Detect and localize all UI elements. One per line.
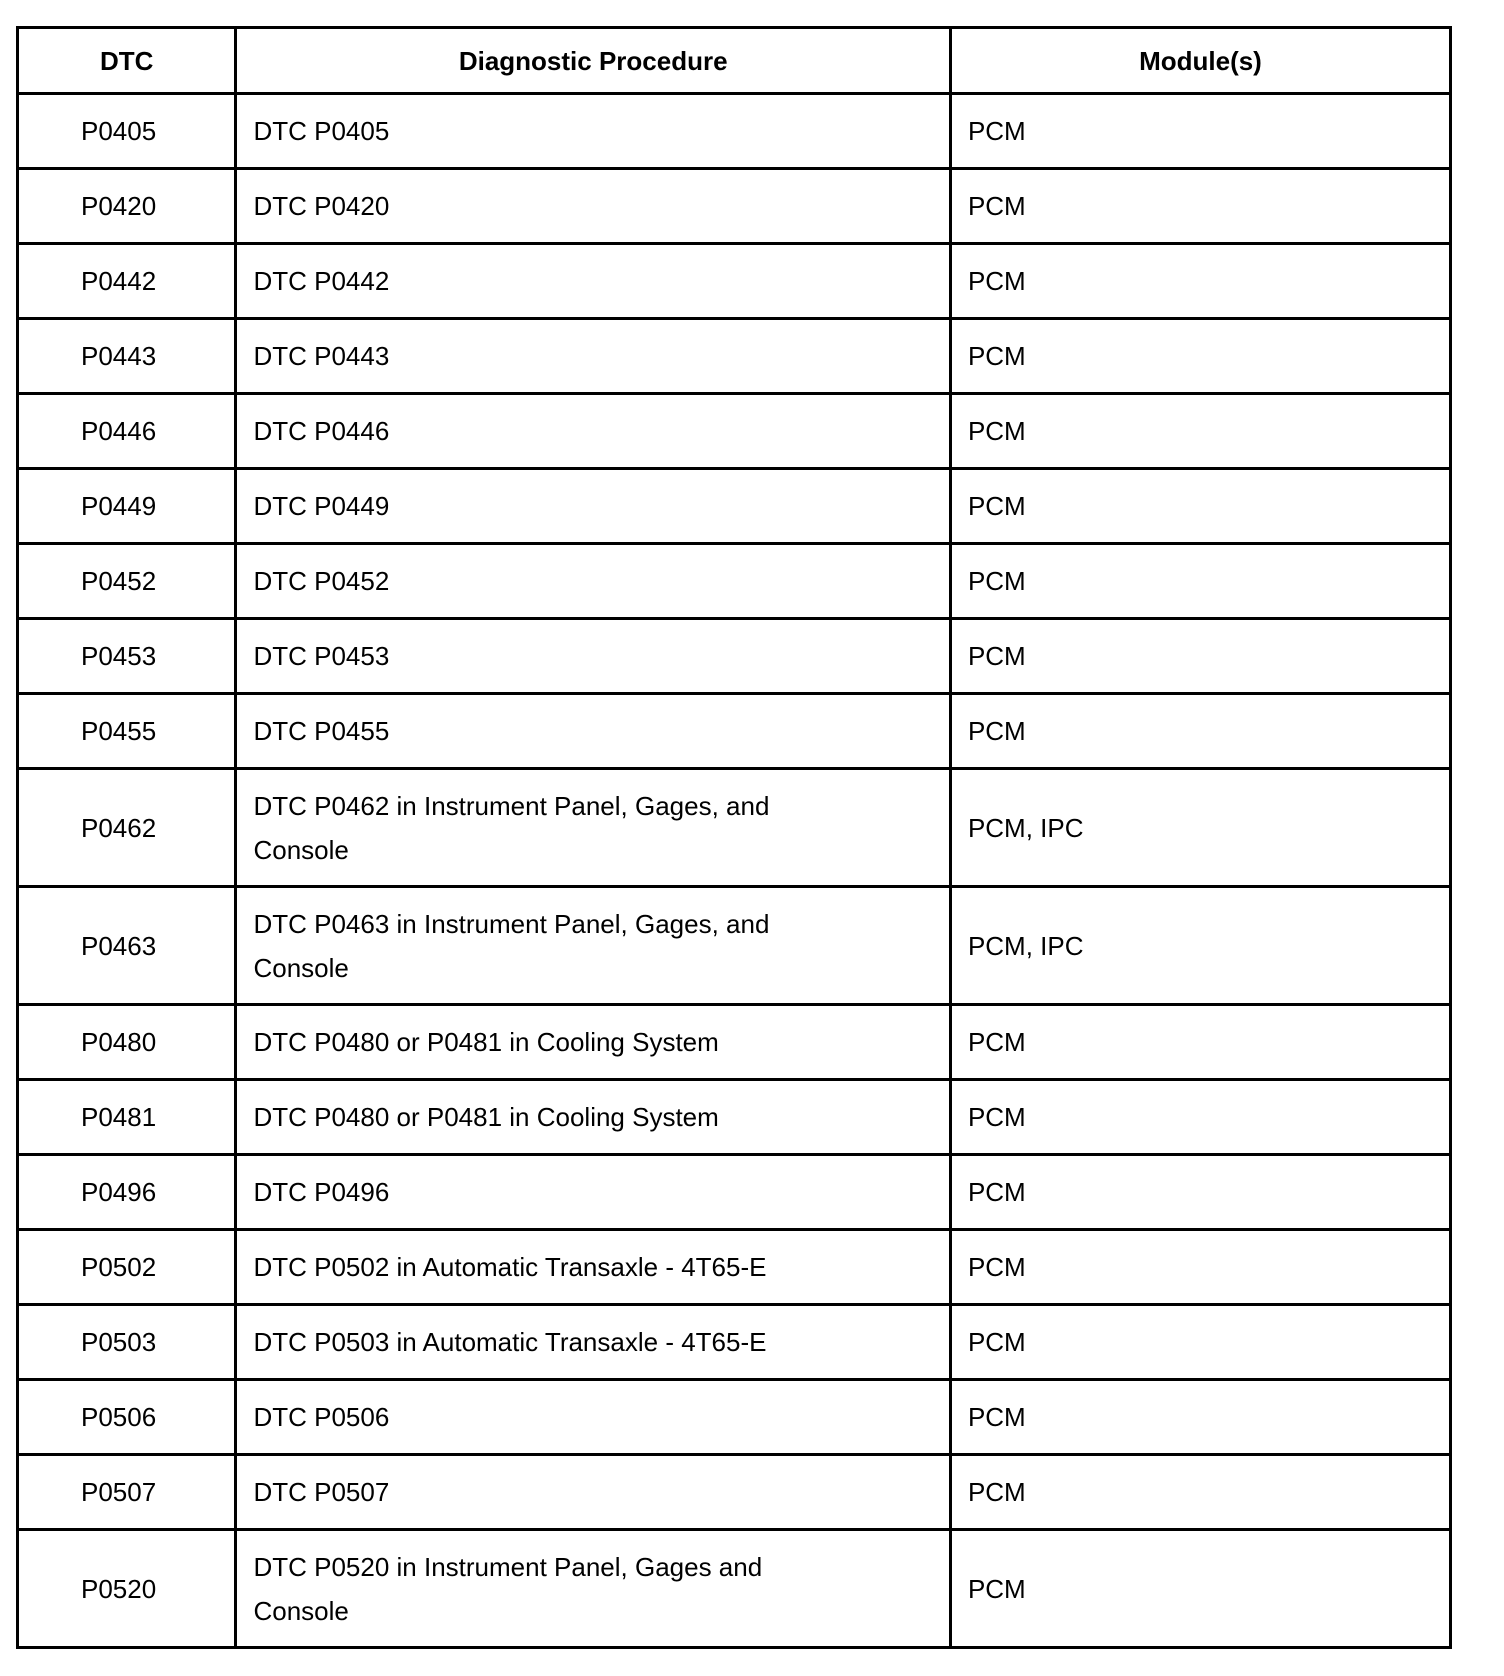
dtc-table	[16, 26, 1452, 1649]
modules-cell: PCM, IPC	[950, 887, 1450, 1005]
procedure-cell: DTC P0502 in Automatic Transaxle - 4T65-E	[236, 1230, 950, 1305]
dtc-cell: P0443	[18, 319, 236, 394]
table-row	[18, 769, 1451, 887]
modules-cell: PCM	[950, 544, 1450, 619]
modules-cell: PCM	[950, 1380, 1450, 1455]
modules-cell: PCM	[950, 319, 1450, 394]
procedure-cell: DTC P0443	[236, 319, 950, 394]
table-row	[18, 544, 1451, 619]
dtc-cell: P0420	[18, 169, 236, 244]
table-row	[18, 1080, 1451, 1155]
table-row	[18, 244, 1451, 319]
dtc-cell: P0507	[18, 1455, 236, 1530]
modules-cell: PCM	[950, 1455, 1450, 1530]
procedure-cell: DTC P0507	[236, 1455, 950, 1530]
header-procedure: Diagnostic Procedure	[236, 28, 950, 94]
dtc-cell: P0449	[18, 469, 236, 544]
modules-cell: PCM	[950, 1005, 1450, 1080]
table-row	[18, 1455, 1451, 1530]
header-row	[18, 28, 1451, 94]
table-row	[18, 619, 1451, 694]
procedure-cell: DTC P0420	[236, 169, 950, 244]
table-header	[18, 28, 1451, 94]
modules-cell: PCM	[950, 244, 1450, 319]
dtc-cell: P0442	[18, 244, 236, 319]
procedure-cell: DTC P0442	[236, 244, 950, 319]
procedure-cell: DTC P0506	[236, 1380, 950, 1455]
modules-cell: PCM, IPC	[950, 769, 1450, 887]
modules-cell: PCM	[950, 1305, 1450, 1380]
procedure-cell: DTC P0449	[236, 469, 950, 544]
dtc-cell: P0453	[18, 619, 236, 694]
modules-cell: PCM	[950, 1530, 1450, 1648]
procedure-cell: DTC P0455	[236, 694, 950, 769]
procedure-cell: DTC P0463 in Instrument Panel, Gages, and Console	[236, 887, 950, 1005]
table-row	[18, 469, 1451, 544]
dtc-cell: P0446	[18, 394, 236, 469]
table-row	[18, 169, 1451, 244]
table-body	[18, 94, 1451, 1648]
modules-cell: PCM	[950, 694, 1450, 769]
modules-cell: PCM	[950, 394, 1450, 469]
modules-cell: PCM	[950, 94, 1450, 169]
table-row	[18, 1005, 1451, 1080]
procedure-cell: DTC P0503 in Automatic Transaxle - 4T65-E	[236, 1305, 950, 1380]
procedure-cell: DTC P0453	[236, 619, 950, 694]
dtc-cell: P0462	[18, 769, 236, 887]
dtc-cell: P0506	[18, 1380, 236, 1455]
dtc-cell: P0405	[18, 94, 236, 169]
table-row	[18, 394, 1451, 469]
modules-cell: PCM	[950, 169, 1450, 244]
dtc-cell: P0455	[18, 694, 236, 769]
dtc-cell: P0463	[18, 887, 236, 1005]
header-modules: Module(s)	[950, 28, 1450, 94]
header-dtc: DTC	[18, 28, 236, 94]
procedure-cell: DTC P0496	[236, 1155, 950, 1230]
table-row	[18, 1380, 1451, 1455]
modules-cell: PCM	[950, 619, 1450, 694]
procedure-cell: DTC P0480 or P0481 in Cooling System	[236, 1080, 950, 1155]
dtc-cell: P0496	[18, 1155, 236, 1230]
dtc-cell: P0503	[18, 1305, 236, 1380]
table-row	[18, 1530, 1451, 1648]
dtc-cell: P0502	[18, 1230, 236, 1305]
modules-cell: PCM	[950, 469, 1450, 544]
procedure-cell: DTC P0446	[236, 394, 950, 469]
modules-cell: PCM	[950, 1230, 1450, 1305]
procedure-cell: DTC P0462 in Instrument Panel, Gages, and Console	[236, 769, 950, 887]
table-row	[18, 319, 1451, 394]
table-row	[18, 94, 1451, 169]
dtc-cell: P0480	[18, 1005, 236, 1080]
table-row	[18, 1230, 1451, 1305]
dtc-cell: P0481	[18, 1080, 236, 1155]
table-row	[18, 1155, 1451, 1230]
procedure-cell: DTC P0520 in Instrument Panel, Gages and Console	[236, 1530, 950, 1648]
modules-cell: PCM	[950, 1155, 1450, 1230]
table-row	[18, 694, 1451, 769]
dtc-cell: P0520	[18, 1530, 236, 1648]
procedure-cell: DTC P0452	[236, 544, 950, 619]
dtc-cell: P0452	[18, 544, 236, 619]
table-row	[18, 887, 1451, 1005]
procedure-cell: DTC P0405	[236, 94, 950, 169]
table-row	[18, 1305, 1451, 1380]
modules-cell: PCM	[950, 1080, 1450, 1155]
procedure-cell: DTC P0480 or P0481 in Cooling System	[236, 1005, 950, 1080]
